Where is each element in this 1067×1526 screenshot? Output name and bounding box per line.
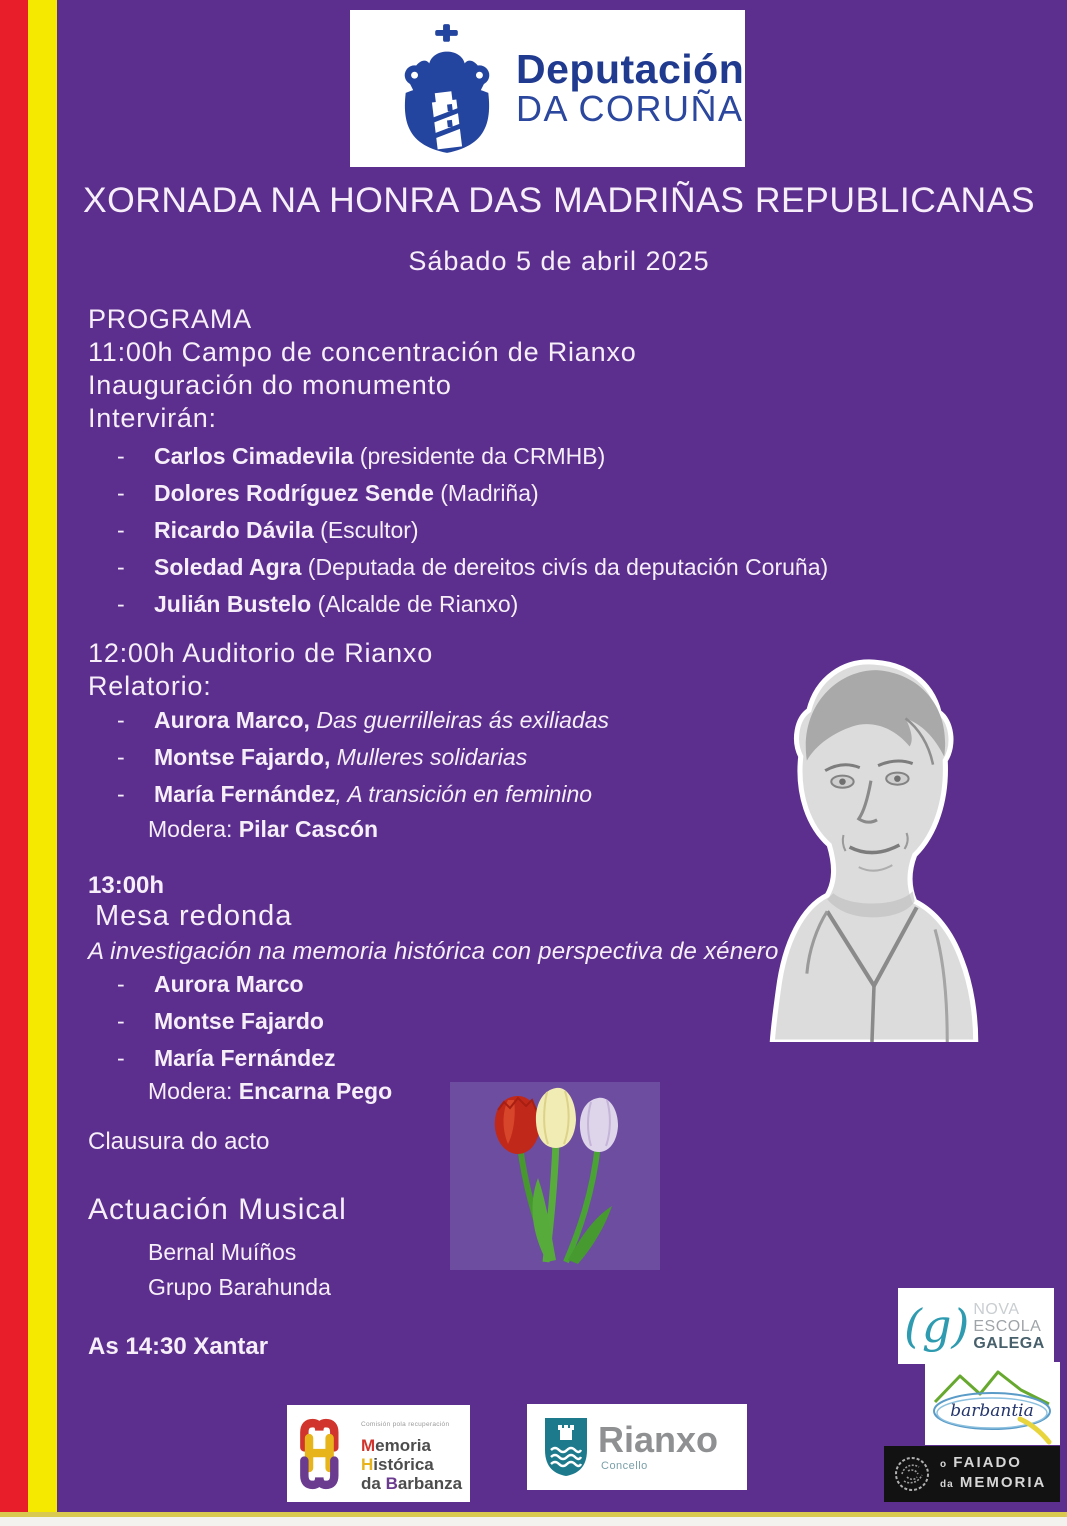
dash-bullet: -: [117, 443, 125, 469]
rianxo-sub: Concello: [601, 1460, 648, 1472]
dash-bullet: -: [117, 554, 125, 580]
dash-bullet: -: [117, 1045, 125, 1071]
session3-topic: A investigación na memoria histórica con perspectiva de xénero: [88, 938, 779, 965]
faiado-memoria-logo: [884, 1446, 1060, 1502]
speaker-entry: Montse Fajardo: [154, 1008, 324, 1034]
session1-time-place: 11:00h Campo de concentración de Rianxo: [88, 337, 637, 367]
deputacion-logo-line2: DA CORUÑA: [516, 88, 744, 130]
speaker-entry: María Fernández, A transición en feminino: [154, 781, 593, 807]
moderator-name: Pilar Cascón: [238, 816, 379, 842]
mh-line3: da Barbanza: [361, 1473, 463, 1493]
neg-line2: ESCOLA: [973, 1317, 1042, 1335]
session2-header: [88, 637, 433, 703]
speaker-entry: María Fernández: [154, 1045, 336, 1071]
list-item: [115, 782, 609, 806]
lunch-line: As 14:30 Xantar: [88, 1333, 269, 1360]
bottom-white-strip: [0, 1517, 1067, 1526]
list-item: [115, 1009, 336, 1033]
list-item: [115, 708, 609, 732]
dash-bullet: -: [117, 591, 125, 617]
bust-photo: [756, 648, 992, 1042]
moderator-label: Modera:: [148, 1078, 239, 1104]
event-date: Sábado 5 de abril 2025: [408, 246, 710, 276]
left-stripe-red: [0, 0, 28, 1516]
speaker-entry: Aurora Marco: [154, 971, 304, 997]
rianxo-shield-icon: [543, 1416, 589, 1478]
dash-bullet: -: [117, 517, 125, 543]
moderator-name: Encarna Pego: [238, 1078, 393, 1104]
session2-time-place: 12:00h Auditorio de Rianxo: [88, 638, 434, 668]
session1-header: [88, 303, 637, 435]
program-heading: PROGRAMA: [88, 304, 252, 334]
closing-line: Clausura do acto: [88, 1128, 270, 1155]
music-heading: Actuación Musical: [88, 1193, 347, 1226]
mh-tagline: Comisión pola recuperación: [361, 1420, 450, 1428]
page-title: XORNADA NA HONRA DAS MADRIÑAS REPUBLICANAS: [82, 180, 1036, 220]
list-item: [115, 481, 828, 505]
barbantia-name: barbantia: [950, 1401, 1034, 1421]
dash-bullet: -: [117, 744, 125, 770]
speaker-entry: Soledad Agra (Deputada de dereitos civís da deputación Coruña): [154, 554, 829, 580]
mh-monogram-icon: [295, 1414, 353, 1494]
list-item: [115, 972, 336, 996]
session1-speaker-list: [115, 444, 828, 629]
session3-time: 13:00h: [88, 872, 165, 899]
speaker-entry: Aurora Marco, Das guerrilleiras ás exiliadas: [154, 707, 610, 733]
session3-speaker-list: [115, 972, 336, 1083]
speaker-entry: Dolores Rodríguez Sende (Madriña): [154, 480, 539, 506]
session2-moderator: [148, 816, 378, 843]
session1-lead-in: Intervirán:: [88, 403, 217, 433]
session2-lead-in: Relatorio:: [88, 671, 212, 701]
moderator-label: Modera:: [148, 816, 239, 842]
speaker-entry: Carlos Cimadevila (presidente da CRMHB): [154, 443, 606, 469]
mh-line2: Histórica: [361, 1454, 434, 1474]
session3-moderator: [148, 1078, 392, 1105]
list-item: [115, 1046, 336, 1070]
faiado-line2: da MEMORIA: [940, 1474, 1047, 1491]
dash-bullet: -: [117, 971, 125, 997]
list-item: [115, 745, 609, 769]
mh-line1: Memoria: [361, 1435, 431, 1455]
list-item: [115, 555, 828, 579]
session2-speaker-list: [115, 708, 609, 819]
dash-bullet: -: [117, 1008, 125, 1034]
list-item: [115, 444, 828, 468]
dash-bullet: -: [117, 707, 125, 733]
neg-line3: GALEGA: [973, 1334, 1045, 1352]
left-stripe-yellow: [28, 0, 57, 1516]
neg-g-icon: (g): [904, 1299, 970, 1353]
list-item: [115, 592, 828, 616]
tower-of-hercules-crest-icon: [388, 22, 506, 155]
rianxo-name: Rianxo: [598, 1419, 719, 1460]
session3-title: Mesa redonda: [95, 900, 293, 932]
brain-icon: [892, 1454, 932, 1494]
nova-escola-galega-logo: [898, 1288, 1054, 1364]
memoria-historica-logo: [287, 1405, 470, 1502]
dash-bullet: -: [117, 781, 125, 807]
neg-line1: NOVA: [973, 1300, 1020, 1318]
faiado-line1: o FAIADO: [940, 1454, 1022, 1471]
speaker-entry: Ricardo Dávila (Escultor): [154, 517, 419, 543]
performer: Bernal Muíños: [148, 1239, 297, 1265]
performer: Grupo Barahunda: [148, 1274, 331, 1300]
speaker-entry: Julián Bustelo (Alcalde de Rianxo): [154, 591, 519, 617]
tulips-photo: [450, 1082, 660, 1270]
dash-bullet: -: [117, 480, 125, 506]
speaker-entry: Montse Fajardo, Mulleres solidarias: [154, 744, 528, 770]
list-item: [115, 518, 828, 542]
session1-subtitle: Inauguración do monumento: [88, 370, 452, 400]
rianxo-concello-logo: [527, 1404, 747, 1490]
barbantia-logo: [925, 1362, 1060, 1445]
deputacion-logo-line1: Deputación: [516, 46, 745, 93]
deputacion-logo: [350, 10, 745, 167]
